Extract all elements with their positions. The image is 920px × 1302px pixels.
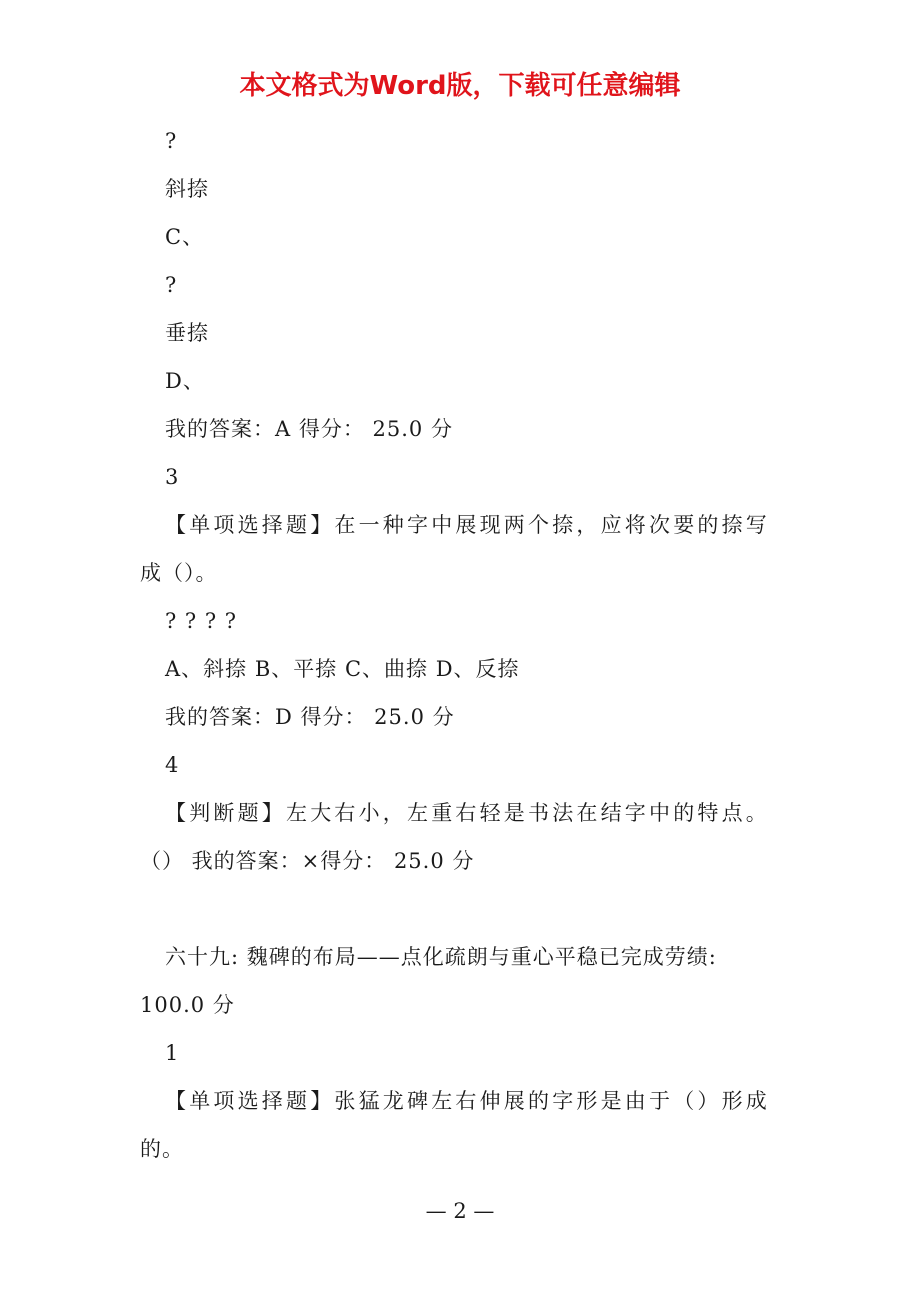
question-number: 1	[165, 1041, 180, 1065]
option-text: 斜捺	[165, 177, 209, 201]
page-number: — 2 —	[425, 1199, 495, 1223]
options-line: A、斜捺 B、平捺 C、曲捺 D、反捺	[165, 657, 520, 681]
question-text: 【单项选择题】在一种字中展现两个捺，应将次要的捺写	[165, 513, 770, 537]
question-text: 【判断题】左大右小，左重右轻是书法在结字中的特点。	[165, 801, 770, 825]
answer-score-line: （） 我的答案：×得分： 25.0 分	[140, 849, 475, 873]
question-text: 【单项选择题】张猛龙碑左右伸展的字形是由于（）形成	[165, 1089, 770, 1113]
option-label: C、	[165, 225, 205, 249]
option-label: D、	[165, 369, 205, 393]
placeholder-mark: ?	[165, 129, 178, 153]
section-heading: 六十九: 魏碑的布局——点化疏朗与重心平稳已完成劳绩:	[165, 945, 717, 969]
section-heading-continued: 100.0 分	[140, 993, 235, 1017]
answer-score-line: 我的答案：A 得分： 25.0 分	[165, 417, 453, 441]
question-text-continued: 成（）。	[140, 561, 218, 585]
question-text-continued: 的。	[140, 1137, 184, 1161]
answer-score-line: 我的答案：D 得分： 25.0 分	[165, 705, 455, 729]
document-header-notice: 本文格式为Word版，下载可任意编辑	[239, 71, 681, 101]
question-number: 3	[165, 465, 180, 489]
option-text: 垂捺	[165, 321, 209, 345]
question-number: 4	[165, 753, 180, 777]
placeholder-mark: ?	[165, 273, 178, 297]
placeholder-mark: ? ? ? ?	[165, 609, 238, 633]
